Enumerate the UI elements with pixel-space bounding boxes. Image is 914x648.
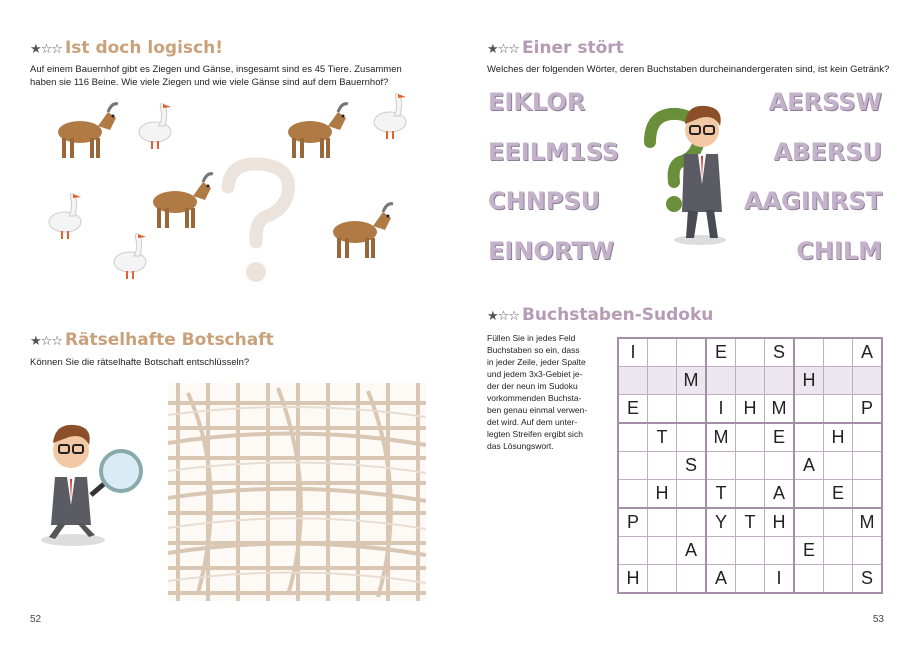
sudoku-cell[interactable]: [824, 508, 853, 537]
sudoku-cell[interactable]: [794, 508, 824, 537]
sudoku-grid: [617, 337, 883, 594]
sudoku-cell[interactable]: T: [648, 423, 677, 452]
sudoku-cell[interactable]: [765, 537, 795, 565]
sudoku-row: [618, 565, 882, 594]
puzzle2-text: Können Sie die rätselhafte Botschaft entschlüsseln?: [30, 357, 250, 368]
puzzle3-text: Welches der folgenden Wörter, deren Buchstaben durcheinandergeraten sind, ist kein Getränk?: [487, 64, 890, 75]
puzzle2-title: Rätselhafte Botschaft: [64, 330, 274, 350]
difficulty-stars-icon: ★☆☆: [30, 42, 62, 57]
sudoku-cell[interactable]: M: [677, 367, 707, 395]
sudoku-cell[interactable]: E: [794, 537, 824, 565]
instruction-line: ben genau einmal verwen-: [487, 405, 588, 415]
sudoku-cell[interactable]: [794, 395, 824, 424]
puzzle3-title: Einer stört: [521, 38, 624, 58]
sudoku-cell[interactable]: [824, 452, 853, 480]
instruction-line: in jeder Zeile, jeder Spalte: [487, 357, 586, 367]
sudoku-cell[interactable]: [706, 367, 736, 395]
sudoku-cell[interactable]: [824, 537, 853, 565]
sudoku-cell[interactable]: [853, 423, 883, 452]
sudoku-cell[interactable]: [736, 423, 765, 452]
sudoku-cell[interactable]: [677, 423, 707, 452]
sudoku-cell[interactable]: [648, 565, 677, 594]
sudoku-cell[interactable]: A: [794, 452, 824, 480]
sudoku-cell[interactable]: [677, 338, 707, 367]
sudoku-row: [618, 395, 882, 424]
sudoku-cell[interactable]: [824, 565, 853, 594]
sudoku-cell[interactable]: [853, 480, 883, 509]
sudoku-cell[interactable]: [765, 452, 795, 480]
sudoku-cell[interactable]: H: [824, 423, 853, 452]
sudoku-cell[interactable]: M: [765, 395, 795, 424]
sudoku-cell[interactable]: [853, 367, 883, 395]
hidden-message-puzzle: [168, 383, 426, 601]
puzzle4-heading: [487, 305, 713, 325]
sudoku-row: [618, 537, 882, 565]
puzzle1-text: [30, 63, 420, 89]
sudoku-row: [618, 452, 882, 480]
sudoku-row: [618, 423, 882, 452]
sudoku-cell[interactable]: [648, 395, 677, 424]
sudoku-cell[interactable]: P: [853, 395, 883, 424]
puzzle4-title: Buchstaben-Sudoku: [521, 305, 714, 325]
sudoku-cell[interactable]: M: [853, 508, 883, 537]
sudoku-cell[interactable]: [706, 452, 736, 480]
page-number-left: 52: [30, 614, 42, 625]
sudoku-instructions: [487, 332, 607, 452]
instruction-line: das Lösungswort.: [487, 441, 554, 451]
sudoku-cell[interactable]: [618, 452, 648, 480]
sudoku-cell[interactable]: P: [618, 508, 648, 537]
sudoku-cell[interactable]: [824, 338, 853, 367]
scrambled-word: ABERSU: [773, 138, 882, 166]
scrambled-word: EINORTW: [488, 237, 615, 265]
sudoku-cell[interactable]: E: [618, 395, 648, 424]
man-question-mark-illustration: [640, 92, 750, 247]
sudoku-cell[interactable]: H: [648, 480, 677, 509]
page-number-right: 53: [872, 614, 884, 625]
sudoku-cell[interactable]: [736, 565, 765, 594]
puzzle1-title: Ist doch logisch!: [64, 38, 223, 58]
scrambled-word: CHILM: [796, 237, 882, 265]
sudoku-cell[interactable]: [677, 395, 707, 424]
sudoku-cell[interactable]: [794, 423, 824, 452]
sudoku-cell[interactable]: Y: [706, 508, 736, 537]
sudoku-cell[interactable]: [677, 565, 707, 594]
sudoku-cell[interactable]: [765, 367, 795, 395]
sudoku-cell[interactable]: [677, 480, 707, 509]
sudoku-cell[interactable]: [706, 537, 736, 565]
sudoku-cell[interactable]: T: [736, 508, 765, 537]
scrambled-word: AAGINRST: [744, 187, 882, 215]
scrambled-word: CHNPSU: [488, 187, 601, 215]
puzzle2-heading: [30, 330, 274, 350]
instruction-line: Buchstaben so ein, dass: [487, 345, 580, 355]
sudoku-cell[interactable]: S: [677, 452, 707, 480]
instruction-line: und jedem 3x3-Gebiet je-: [487, 369, 583, 379]
sudoku-cell[interactable]: A: [853, 338, 883, 367]
puzzle1-heading: [30, 38, 223, 58]
sudoku-cell[interactable]: [618, 480, 648, 509]
sudoku-cell[interactable]: [618, 367, 648, 395]
sudoku-cell[interactable]: [736, 338, 765, 367]
sudoku-cell[interactable]: [853, 452, 883, 480]
sudoku-cell[interactable]: H: [765, 508, 795, 537]
scrambled-word: EIKLOR: [488, 88, 586, 116]
sudoku-cell[interactable]: S: [765, 338, 795, 367]
sudoku-cell[interactable]: [648, 508, 677, 537]
scrambled-word: EEILM1SS: [488, 138, 620, 166]
sudoku-cell[interactable]: [618, 537, 648, 565]
sudoku-row: [618, 338, 882, 367]
scrambled-word: AERSSW: [768, 88, 882, 116]
instruction-line: legten Streifen ergibt sich: [487, 429, 583, 439]
sudoku-cell[interactable]: T: [706, 480, 736, 509]
sudoku-row: [618, 480, 882, 509]
sudoku-cell[interactable]: H: [618, 565, 648, 594]
instruction-line: det wird. Auf dem unter-: [487, 417, 578, 427]
sudoku-cell[interactable]: H: [736, 395, 765, 424]
sudoku-cell[interactable]: [794, 565, 824, 594]
goats-geese-illustration: [30, 92, 430, 302]
sudoku-cell[interactable]: E: [706, 338, 736, 367]
sudoku-cell[interactable]: [736, 480, 765, 509]
sudoku-cell[interactable]: [736, 452, 765, 480]
sudoku-cell[interactable]: I: [618, 338, 648, 367]
sudoku-cell[interactable]: S: [853, 565, 883, 594]
sudoku-row: [618, 367, 882, 395]
difficulty-stars-icon: ★☆☆: [487, 42, 519, 57]
puzzle1-line1: Auf einem Bauernhof gibt es Ziegen und Gänse, insgesamt sind es 45 Tiere. Zusammen: [30, 64, 402, 75]
detective-man-illustration: [25, 405, 155, 555]
sudoku-cell[interactable]: E: [765, 423, 795, 452]
puzzle3-heading: [487, 38, 624, 58]
sudoku-cell[interactable]: [648, 537, 677, 565]
sudoku-cell[interactable]: E: [824, 480, 853, 509]
difficulty-stars-icon: ★☆☆: [487, 309, 519, 324]
sudoku-cell[interactable]: M: [706, 423, 736, 452]
sudoku-cell[interactable]: [824, 395, 853, 424]
sudoku-cell[interactable]: I: [706, 395, 736, 424]
sudoku-cell[interactable]: A: [706, 565, 736, 594]
question-mark-icon: [228, 164, 288, 282]
difficulty-stars-icon: ★☆☆: [30, 334, 62, 349]
instruction-line: Füllen Sie in jedes Feld: [487, 333, 576, 343]
sudoku-cell[interactable]: [648, 452, 677, 480]
sudoku-cell[interactable]: [794, 338, 824, 367]
sudoku-cell[interactable]: [853, 537, 883, 565]
instruction-line: der der neun im Sudoku: [487, 381, 578, 391]
sudoku-cell[interactable]: A: [677, 537, 707, 565]
sudoku-cell[interactable]: A: [765, 480, 795, 509]
instruction-line: vorkommenden Buchsta-: [487, 393, 582, 403]
sudoku-cell[interactable]: [794, 480, 824, 509]
sudoku-cell[interactable]: H: [794, 367, 824, 395]
sudoku-cell[interactable]: [648, 367, 677, 395]
puzzle1-line2: haben sie 116 Beine. Wie viele Ziegen und wie viele Gänse sind auf dem Bauernhof?: [30, 77, 389, 88]
sudoku-cell[interactable]: [736, 367, 765, 395]
sudoku-cell[interactable]: [677, 508, 707, 537]
sudoku-cell[interactable]: [736, 537, 765, 565]
sudoku-cell[interactable]: I: [765, 565, 795, 594]
sudoku-row: [618, 508, 882, 537]
sudoku-cell[interactable]: [824, 367, 853, 395]
sudoku-cell[interactable]: [648, 338, 677, 367]
sudoku-cell[interactable]: [618, 423, 648, 452]
